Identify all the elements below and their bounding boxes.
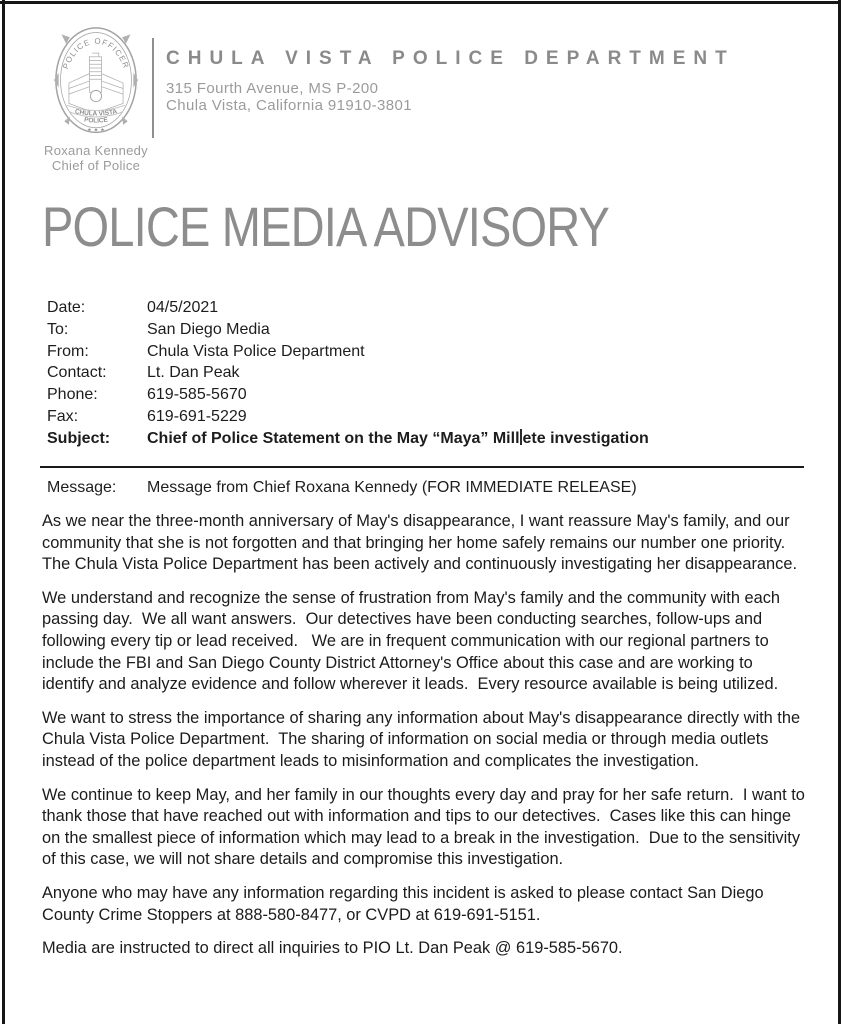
field-value-contact: Lt. Dan Peak [147,364,240,382]
field-row-fax [47,406,807,428]
field-row-contact [47,362,807,384]
field-label-subject: Subject: [47,429,111,447]
message-row [47,479,637,497]
scan-edge-top [0,1,841,4]
badge-banner-top-text: CHULA VISTA [74,108,118,118]
badge-building-illustration [69,53,123,111]
body-paragraph-1: As we near the three-month anniversary of May's disappearance, I want reassure May's family, and our community that she is not forgotten and that bringing her home safely remains our number one priority. The Chula Vista Police Department has been actively and continuously investigating her disappearance. [42,512,798,574]
field-row-date [47,297,807,319]
horizontal-rule [40,466,804,468]
badge-arc-text: POLICE OFFICER [61,36,131,71]
field-row-subject [47,428,807,450]
badge-banner-bottom-text: POLICE [83,116,109,125]
memo-fields [47,297,807,450]
address-line-1: 315 Fourth Avenue, MS P-200 [166,80,379,97]
field-value-date: 04/5/2021 [147,299,219,316]
body-paragraph-2: We understand and recognize the sense of frustration from May's family and the community with each passing day. We all want answers. Our detectives have been conducting searches, follow-ups and following every tip or lead received. We are in frequent communication with our regional partners to include the FBI and San Diego County District Attorney's Office about this case and are working to identify and analyze evidence and follow wherever it leads. Every resource available is being utilized. [42,588,785,694]
field-label-date: Date: [47,299,86,316]
field-value-from: Chula Vista Police Department [147,342,365,360]
address-line-2: Chula Vista, California 91910-3801 [166,97,412,114]
subject-text-before-cursor: Chief of Police Statement on the May “Maya” Mill [147,429,520,447]
department-name: CHULA VISTA POLICE DEPARTMENT [166,48,735,69]
field-value-phone: 619-585-5670 [147,386,247,404]
field-label-from: From: [47,342,89,360]
field-value-to: San Diego Media [147,320,270,338]
scan-edge-left [2,0,5,1024]
field-label-contact: Contact: [47,364,107,382]
police-badge-icon [54,24,138,140]
chief-name: Roxana Kennedy [44,143,148,158]
police-badge-block [44,24,148,173]
badge-center-seal [90,90,101,101]
field-row-to [47,319,807,341]
field-row-from [47,341,807,363]
message-label: Message: [47,479,117,496]
svg-text:CHULA VISTA [74,108,118,117]
field-label-phone: Phone: [47,386,98,404]
header-divider [152,38,154,138]
body-paragraph-5: Anyone who may have any information regarding this incident is asked to please contact San Diego County Crime Stoppers at 888-580-8477, or CVPD at 619-691-5151. [42,883,769,924]
statement-body [42,511,808,972]
field-label-to: To: [47,320,69,338]
badge-stars: ★ ★ ★ [86,127,106,134]
field-row-phone [47,384,807,406]
letterhead [166,48,735,114]
page-title: POLICE MEDIA ADVISORY [42,195,610,258]
chief-title: Chief of Police [51,158,141,173]
subject-text-after-cursor: ete investigation [522,429,649,447]
field-value-fax: 619-691-5229 [147,407,247,425]
message-value: Message from Chief Roxana Kennedy (FOR IMMEDIATE RELEASE) [147,479,637,496]
body-paragraph-4: We continue to keep May, and her family in our thoughts every day and pray for her safe return. I want to thank those that have reached out with information and tips to our detectives. Cases like this can hinge on the smallest piece of information which may lead to a break in the investigation. Due to the sensitivity of this case, we will not share details and compromise this investigation. [42,785,810,869]
field-value-subject [147,428,649,450]
body-paragraph-6: Media are instructed to direct all inquiries to PIO Lt. Dan Peak @ 619-585-5670. [42,939,623,958]
field-label-fax: Fax: [47,407,79,425]
body-paragraph-3: We want to stress the importance of sharing any information about May's disappearance directly with the Chula Vista Police Department. The sharing of information on social media or through media outlets instead of the police department leads to misinformation and complicates the investigation. [42,708,805,770]
